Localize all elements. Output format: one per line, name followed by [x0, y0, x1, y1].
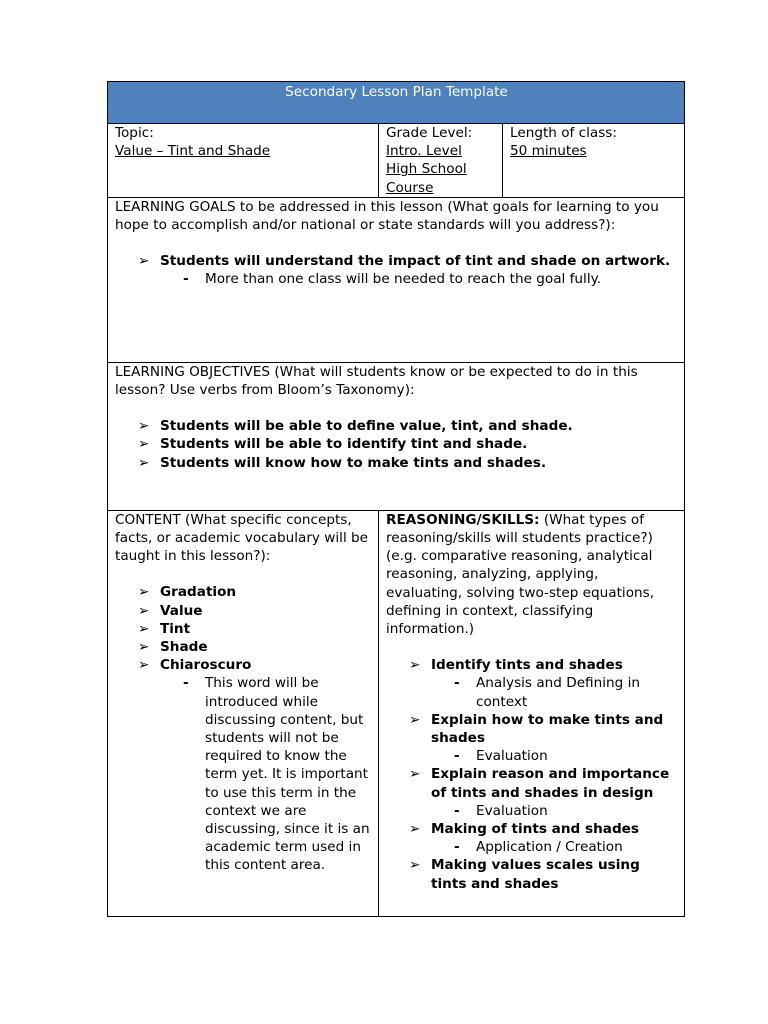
arrow-bullet-icon: ➢ [409, 857, 421, 874]
learning-goals-list [115, 252, 678, 288]
skill-level: Evaluation [476, 802, 548, 819]
dash-bullet-icon: - [183, 675, 189, 692]
skill-sublist [431, 838, 678, 856]
content-term: Value [160, 602, 203, 619]
learning-objectives-intro [115, 363, 678, 399]
goal-note: More than one class will be needed to reach the goal fully. [205, 271, 602, 288]
list-item [454, 802, 678, 820]
list-item [138, 252, 678, 288]
arrow-bullet-icon: ➢ [138, 620, 150, 637]
content-intro [115, 511, 372, 566]
topic-value: Value – Tint and Shade [115, 143, 271, 160]
list-item [454, 838, 678, 856]
list-item [454, 674, 678, 710]
skill-text: Identify tints and shades [431, 657, 623, 674]
arrow-bullet-icon: ➢ [138, 436, 150, 453]
objective-text: Students will be able to identify tint and shade. [160, 436, 528, 453]
arrow-bullet-icon: ➢ [409, 766, 421, 783]
arrow-bullet-icon: ➢ [138, 253, 150, 270]
grade-level-cell [379, 124, 503, 198]
list-item [409, 765, 678, 820]
list-item [138, 620, 372, 638]
reasoning-skills-cell [379, 510, 685, 916]
skill-level: Application / Creation [476, 839, 623, 856]
list-item [409, 856, 678, 892]
content-term: Shade [160, 639, 208, 656]
arrow-bullet-icon: ➢ [138, 602, 150, 619]
arrow-bullet-icon: ➢ [138, 454, 150, 471]
template-title-cell [108, 82, 685, 124]
learning-goals-heading: LEARNING GOALS [115, 198, 236, 215]
content-term: Gradation [160, 584, 237, 601]
skill-text: Explain how to make tints and shades [431, 711, 664, 747]
dash-bullet-icon: - [454, 675, 460, 692]
skill-sublist [431, 802, 678, 820]
list-item [138, 454, 678, 472]
list-item [138, 656, 372, 874]
list-item [409, 820, 678, 856]
skill-sublist [431, 674, 678, 710]
length-value: 50 minutes [510, 143, 587, 160]
arrow-bullet-icon: ➢ [138, 657, 150, 674]
content-cell [108, 510, 379, 916]
arrow-bullet-icon: ➢ [409, 711, 421, 728]
goal-text: Students will understand the impact of tint and shade on artwork. [160, 253, 671, 270]
skill-text: Making of tints and shades [431, 821, 639, 838]
grade-level-label: Grade Level: [386, 125, 473, 141]
learning-goals-prompt: to be addressed in this lesson (What goals for learning to you hope to accomplish and/or national or state standards will you address?): [115, 198, 659, 234]
arrow-bullet-icon: ➢ [138, 418, 150, 435]
arrow-bullet-icon: ➢ [409, 821, 421, 838]
arrow-bullet-icon: ➢ [138, 584, 150, 601]
learning-objectives-cell [108, 362, 685, 510]
list-item [138, 435, 678, 453]
content-list [115, 583, 372, 874]
goal-sublist [160, 270, 678, 288]
content-term: Chiaroscuro [160, 657, 252, 674]
grade-level-line: High School [386, 161, 467, 178]
learning-goals-intro [115, 198, 678, 234]
objective-text: Students will know how to make tints and shades. [160, 454, 546, 471]
dash-bullet-icon: - [454, 748, 460, 765]
reasoning-list [386, 656, 678, 893]
list-item [409, 711, 678, 766]
length-label: Length of class: [510, 125, 617, 141]
skill-level: Evaluation [476, 748, 548, 765]
learning-objectives-heading: LEARNING OBJECTIVES [115, 363, 271, 380]
learning-objectives-list [115, 417, 678, 472]
dash-bullet-icon: - [454, 802, 460, 819]
dash-bullet-icon: - [183, 271, 189, 288]
list-item [138, 602, 372, 620]
learning-goals-cell [108, 197, 685, 362]
topic-label: Topic: [115, 125, 154, 141]
template-title: Secondary Lesson Plan Template [285, 84, 508, 100]
grade-level-line: Intro. Level [386, 143, 462, 160]
skill-sublist [431, 747, 678, 765]
skill-text: Making values scales using tints and shades [431, 857, 640, 892]
list-item [138, 583, 372, 601]
reasoning-intro [386, 511, 678, 638]
list-item [183, 674, 372, 874]
content-prompt: (What specific concepts, facts, or academic vocabulary will be taught in this lesson?): [115, 511, 369, 565]
list-item [409, 656, 678, 711]
list-item [183, 270, 678, 288]
topic-cell [108, 124, 379, 198]
skill-level: Analysis and Defining in context [476, 675, 640, 710]
learning-objectives-prompt: (What will students know or be expected to do in this lesson? Use verbs from Bloom’s Taxonomy): [115, 363, 638, 399]
lesson-plan-table [107, 81, 685, 917]
skill-text: Explain reason and importance of tints and shades in design [431, 766, 670, 801]
dash-bullet-icon: - [454, 839, 460, 856]
grade-level-line: Course [386, 179, 434, 196]
content-term: Tint [160, 620, 191, 637]
content-sublist [160, 674, 372, 874]
reasoning-heading: REASONING/SKILLS: [386, 511, 540, 528]
list-item [138, 417, 678, 435]
arrow-bullet-icon: ➢ [138, 639, 150, 656]
list-item [138, 638, 372, 656]
length-cell [503, 124, 685, 198]
arrow-bullet-icon: ➢ [409, 657, 421, 674]
reasoning-prompt: (What types of reasoning/skills will students practice?) (e.g. comparative reasoning, analytical reasoning, analyzing, applying, evaluating, solving two-step equations, defining in context, classifying information.) [386, 511, 655, 638]
objective-text: Students will be able to define value, tint, and shade. [160, 418, 573, 435]
list-item [454, 747, 678, 765]
content-heading: CONTENT [115, 511, 181, 528]
lesson-plan-page [107, 81, 684, 917]
content-note: This word will be introduced while discussing content, but students will not be required to know the term yet. It is important to use this term in the context we are discussing, since it is an academic term used in this content area. [205, 675, 370, 874]
